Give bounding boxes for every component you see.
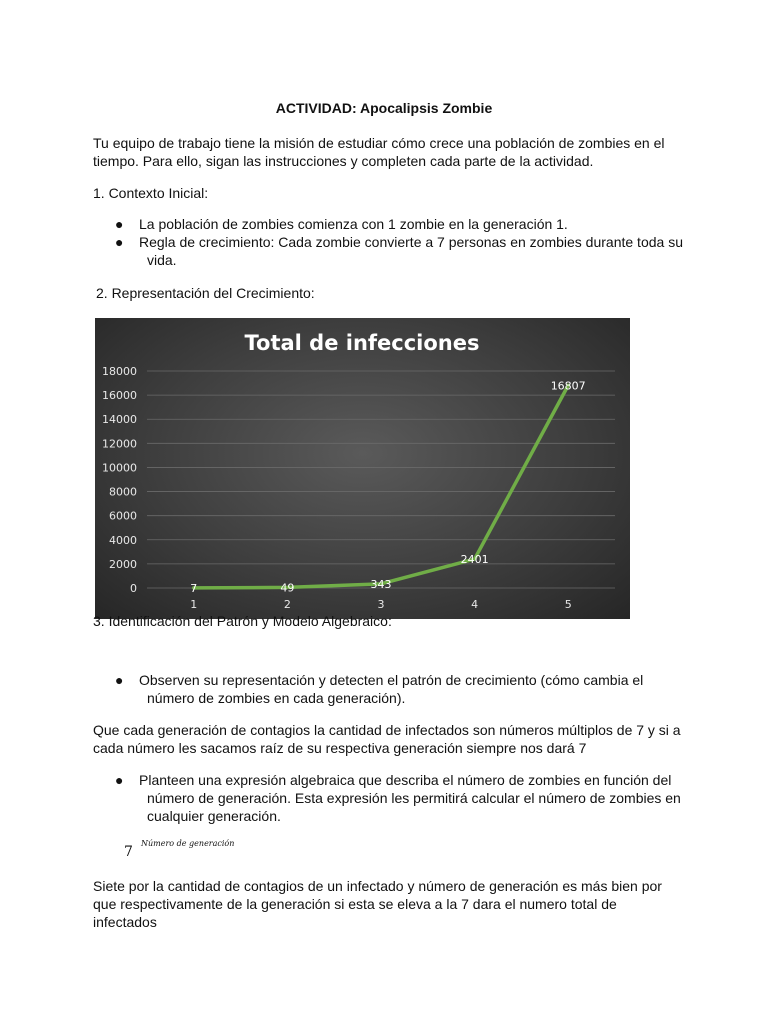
y-tick-label: 2000	[109, 557, 137, 571]
section2-heading: 2. Representación del Crecimiento:	[96, 285, 315, 301]
list-item-text: Regla de crecimiento: Cada zombie convierte a 7 personas en zombies durante toda su vida.	[139, 234, 683, 268]
section1-heading: 1. Contexto Inicial:	[93, 185, 209, 201]
chart-title: Total de infecciones	[244, 331, 480, 355]
bullet-icon: ●	[115, 234, 124, 250]
y-tick-label: 6000	[109, 509, 137, 523]
y-tick-label: 10000	[102, 461, 137, 475]
page-title: ACTIVIDAD: Apocalipsis Zombie	[275, 100, 493, 116]
y-tick-label: 8000	[109, 485, 137, 499]
section1-list	[93, 215, 683, 269]
section3-list-2	[93, 771, 683, 825]
y-tick-label: 18000	[102, 365, 137, 378]
y-tick-label: 12000	[102, 437, 137, 451]
x-tick-label: 1	[190, 598, 198, 611]
list-item-text: Planteen una expresión algebraica que describa el número de zombies en función del número de generación. Esta expresión les permitirá calcular el número de zombies en cualquier generación.	[139, 772, 681, 824]
x-tick-label: 3	[377, 598, 385, 611]
data-label: 2401	[460, 553, 489, 567]
chart-svg	[95, 318, 630, 619]
bullet-icon: ●	[115, 772, 124, 788]
data-label: 343	[370, 577, 392, 591]
formula-exponent: Número de generación	[141, 839, 235, 848]
intro-paragraph: Tu equipo de trabajo tiene la misión de estudiar cómo crece una población de zombies en el tiempo. Para ello, sigan las instrucciones y completen cada parte de la actividad.	[93, 135, 665, 169]
bullet-icon: ●	[115, 672, 124, 688]
bullet-icon: ●	[115, 216, 124, 232]
infections-chart	[95, 318, 630, 619]
data-label: 16807	[550, 379, 586, 393]
answer-paragraph-2: Siete por la cantidad de contagios de un infectado y número de generación es más bien por que respectivamente de la generación si esta se eleva a la 7 dara el numero total de infectados	[93, 878, 662, 930]
x-tick-label: 4	[471, 598, 479, 611]
list-item	[93, 671, 683, 707]
y-tick-label: 14000	[102, 413, 137, 427]
answer-paragraph-1: Que cada generación de contagios la cantidad de infectados son números múltiplos de 7 y si a cada número les sacamos raíz de su respectiva generación siempre nos dará 7	[93, 722, 681, 756]
list-item	[93, 215, 683, 233]
x-tick-label: 2	[283, 598, 291, 611]
list-item-text: Observen su representación y detecten el patrón de crecimiento (cómo cambia el número de zombies en cada generación).	[139, 672, 644, 706]
list-item-text: La población de zombies comienza con 1 zombie en la generación 1.	[139, 216, 568, 232]
y-tick-label: 4000	[109, 533, 137, 547]
data-label: 49	[280, 581, 295, 595]
x-tick-label: 5	[564, 598, 572, 611]
data-label: 7	[190, 581, 198, 595]
section3-list-1	[93, 671, 683, 707]
list-item	[93, 233, 683, 269]
y-tick-label: 16000	[102, 389, 137, 403]
formula-base: 7	[124, 844, 133, 860]
list-item	[93, 771, 683, 825]
section3-heading: 3. Identificación del Patrón y Modelo Algebraico:	[93, 613, 392, 629]
y-tick-label: 0	[130, 582, 137, 595]
series-line	[194, 385, 568, 588]
